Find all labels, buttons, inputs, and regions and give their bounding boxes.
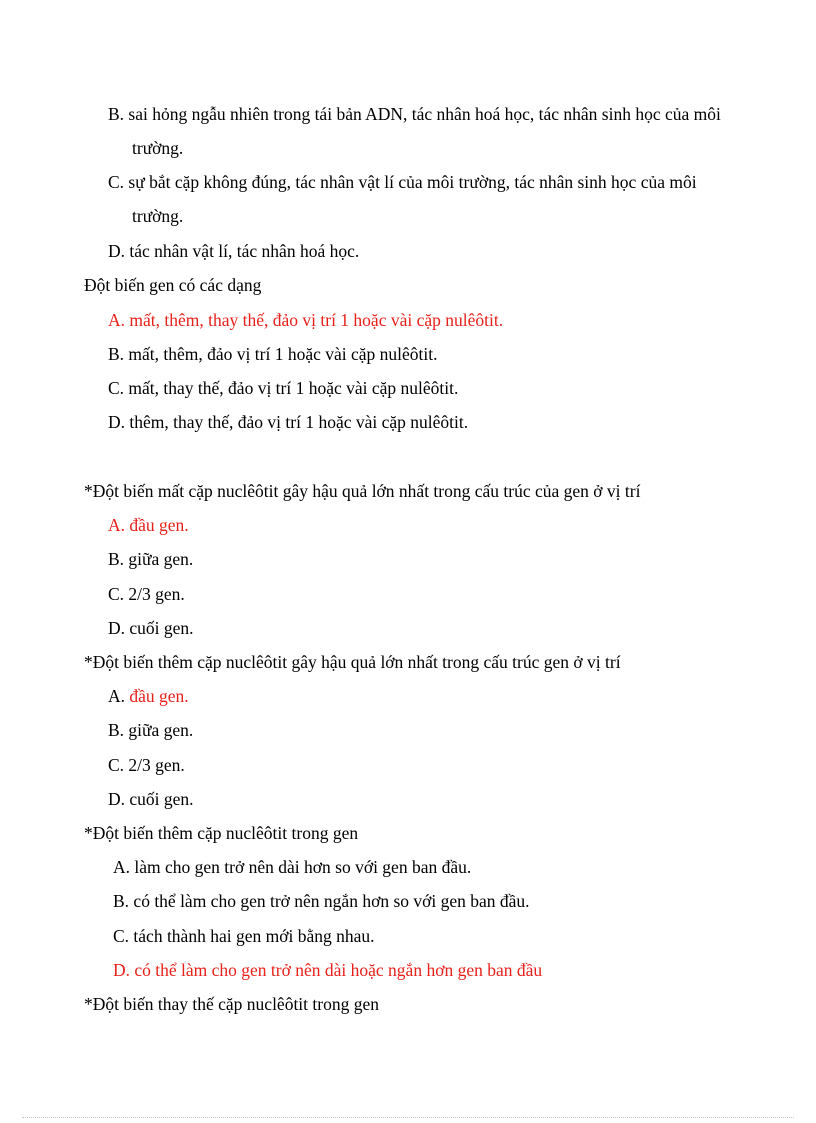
q4-option-d-correct: D. có thể làm cho gen trở nên dài hoặc ngắn hơn gen ban đầu: [113, 960, 543, 980]
q4-option-b: B. có thể làm cho gen trở nên ngắn hơn so với gen ban đầu.: [113, 891, 530, 911]
q1-option-d: D. thêm, thay thế, đảo vị trí 1 hoặc vài cặp nulêôtit.: [108, 412, 469, 432]
q2-option-d: D. cuối gen.: [108, 618, 194, 638]
q3-option-d: D. cuối gen.: [108, 789, 194, 809]
q3-stem: *Đột biến thêm cặp nuclêôtit gây hậu quả lớn nhất trong cấu trúc gen ở vị trí: [84, 652, 621, 672]
q3-option-a-letter: A.: [108, 686, 126, 706]
q4-stem: *Đột biến thêm cặp nuclêôtit trong gen: [84, 823, 359, 843]
q0-option-b-line2: trường.: [132, 138, 184, 158]
q5-stem: *Đột biến thay thế cặp nuclêôtit trong gen: [84, 994, 379, 1014]
q1-stem: Đột biến gen có các dạng: [84, 275, 262, 295]
q3-option-a: [108, 688, 189, 706]
q2-option-b: B. giữa gen.: [108, 549, 194, 569]
q1-option-a-correct: A. mất, thêm, thay thế, đảo vị trí 1 hoặc vài cặp nulêôtit.: [108, 310, 504, 330]
q3-option-c: C. 2/3 gen.: [108, 755, 185, 775]
q3-option-b: B. giữa gen.: [108, 720, 194, 740]
q0-option-c-line1: C. sự bắt cặp không đúng, tác nhân vật lí của môi trường, tác nhân sinh học của môi: [108, 172, 697, 192]
q2-option-c: C. 2/3 gen.: [108, 584, 185, 604]
page-bottom-divider: [22, 1117, 794, 1118]
q0-option-c-line2: trường.: [132, 206, 184, 226]
q2-stem: *Đột biến mất cặp nuclêôtit gây hậu quả lớn nhất trong cấu trúc của gen ở vị trí: [84, 481, 641, 501]
q0-option-b-line1: B. sai hỏng ngẫu nhiên trong tái bản ADN, tác nhân hoá học, tác nhân sinh học của môi: [108, 104, 721, 124]
q4-option-c: C. tách thành hai gen mới bằng nhau.: [113, 926, 375, 946]
q2-option-a-correct: A. đầu gen.: [108, 515, 189, 535]
q4-option-a: A. làm cho gen trở nên dài hơn so với gen ban đầu.: [113, 857, 472, 877]
q0-option-d: D. tác nhân vật lí, tác nhân hoá học.: [108, 241, 360, 261]
q1-option-b: B. mất, thêm, đảo vị trí 1 hoặc vài cặp nulêôtit.: [108, 344, 438, 364]
q1-option-c: C. mất, thay thế, đảo vị trí 1 hoặc vài cặp nulêôtit.: [108, 378, 459, 398]
q3-option-a-correct-text: đầu gen.: [129, 686, 189, 706]
